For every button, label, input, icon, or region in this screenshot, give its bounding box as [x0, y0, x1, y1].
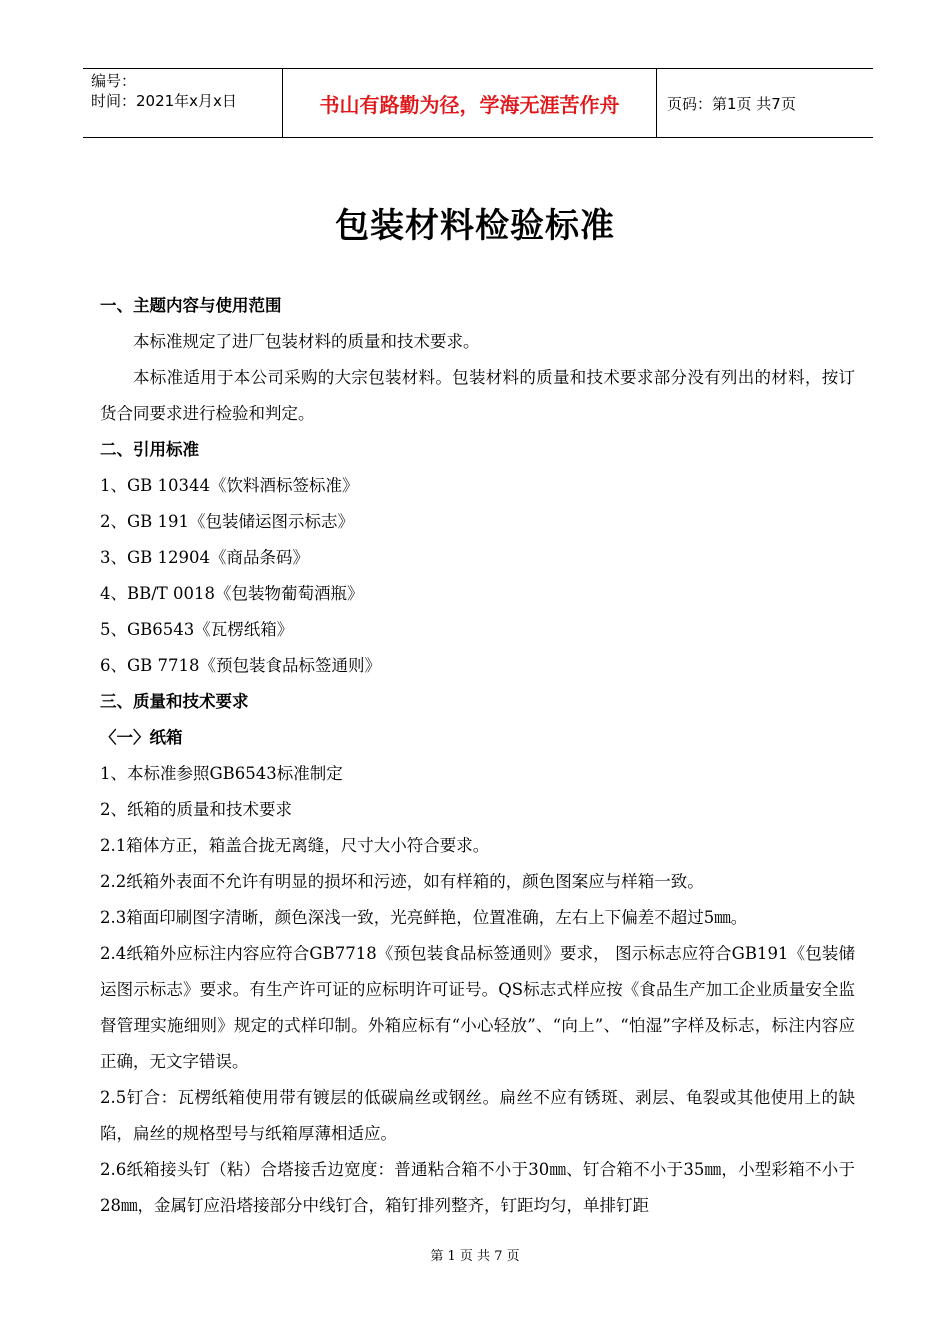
header-table — [83, 68, 873, 138]
document-title: 包装材料检验标准 — [335, 206, 615, 246]
document-body — [100, 288, 855, 1224]
reference-item: 4、BB/T 0018《包装物葡萄酒瓶》 — [100, 584, 364, 603]
reference-item: 1、GB 10344《饮料酒标签标准》 — [100, 476, 359, 495]
paragraph: 2.5钉合：瓦楞纸箱使用带有镀层的低碳扁丝或钢丝。扁丝不应有锈斑、剥层、龟裂或其他使用上的缺陷，扁丝的规格型号与纸箱厚薄相适应。 — [100, 1088, 855, 1143]
paragraph: 2、纸箱的质量和技术要求 — [100, 800, 292, 819]
header-page-label: 页码：第1页 共7页 — [667, 94, 796, 113]
section-heading: 一、主题内容与使用范围 — [100, 296, 282, 315]
paragraph: 2.1箱体方正，箱盖合拢无离缝，尺寸大小符合要求。 — [100, 836, 490, 855]
reference-item: 2、GB 191《包装储运图示标志》 — [100, 512, 355, 531]
paragraph: 2.3箱面印刷图字清晰，颜色深浅一致，光亮鲜艳，位置准确，左右上下偏差不超过5㎜。 — [100, 908, 748, 927]
paragraph: 2.6纸箱接头钉（粘）合塔接舌边宽度：普通粘合箱不小于30㎜、钉合箱不小于35㎜，小型彩箱不小于28㎜，金属钉应沿塔接部分中线钉合，箱钉排列整齐，钉距均匀，单排钉距 — [100, 1160, 855, 1215]
section-heading: 三、质量和技术要求 — [100, 692, 249, 711]
paragraph: 2.4纸箱外应标注内容应符合GB7718《预包装食品标签通则》要求， 图示标志应符合GB191《包装储运图示标志》要求。有生产许可证的应标明许可证号。QS标志式样应按《食品生产加工企业质量安全监督管理实施细则》规定的式样印制。外箱应标有“小心轻放”、“向上”、“怕湿”字样及标志，标注内容应正确，无文字错误。 — [100, 944, 855, 1071]
reference-item: 6、GB 7718《预包装食品标签通则》 — [100, 656, 382, 675]
paragraph: 本标准规定了进厂包装材料的质量和技术要求。 — [133, 332, 480, 351]
document-date-label: 时间：2021年x月x日 — [91, 92, 237, 110]
reference-item: 5、GB6543《瓦楞纸箱》 — [100, 620, 294, 639]
reference-item: 3、GB 12904《商品条码》 — [100, 548, 310, 567]
document-number-label: 编号： — [91, 72, 137, 90]
subsection-heading: 〈一〉纸箱 — [100, 728, 183, 747]
header-motto: 书山有路勤为径，学海无涯苦作舟 — [283, 69, 657, 137]
page-footer: 第 1 页 共 7 页 — [430, 1249, 520, 1264]
paragraph: 本标准适用于本公司采购的大宗包装材料。包装材料的质量和技术要求部分没有列出的材料，按订货合同要求进行检验和判定。 — [100, 368, 855, 423]
header-left-cell — [83, 69, 283, 137]
section-heading: 二、引用标准 — [100, 440, 199, 459]
paragraph: 1、本标准参照GB6543标准制定 — [100, 764, 343, 783]
paragraph: 2.2纸箱外表面不允许有明显的损坏和污迹，如有样箱的，颜色图案应与样箱一致。 — [100, 872, 704, 891]
